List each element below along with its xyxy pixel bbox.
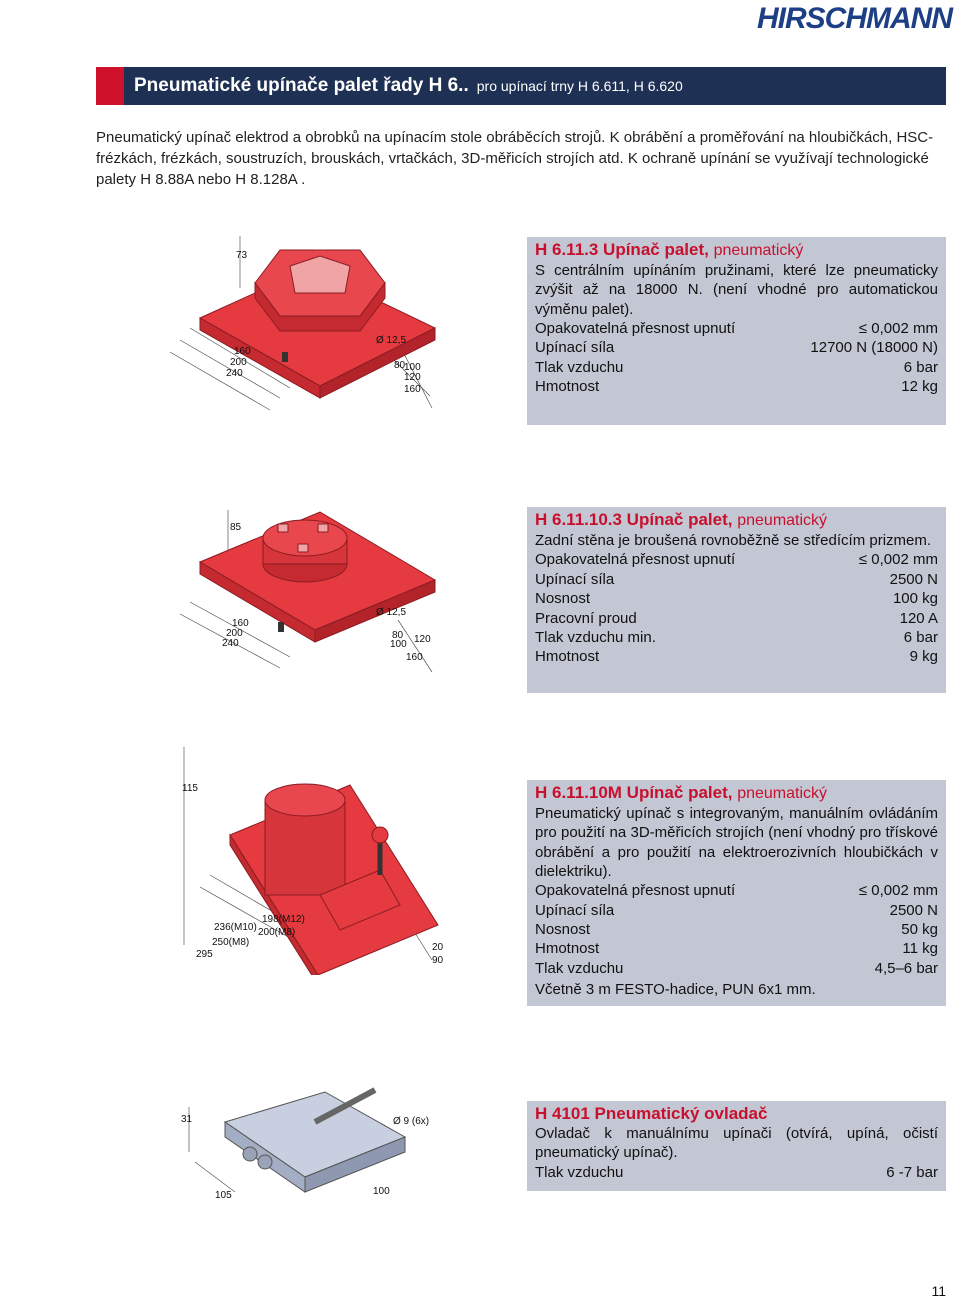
product-description: Ovladač k manuálnímu upínači (otvírá, upíná, očistí pneumatický upínač). — [535, 1125, 938, 1162]
banner-accent — [96, 67, 124, 105]
dim-295: 295 — [196, 949, 213, 960]
spec-row: Opakovatelná přesnost upnutí ≤ 0,002 mm — [535, 882, 938, 900]
dim-105: 105 — [215, 1190, 232, 1201]
product-box-h4101 — [527, 1101, 946, 1191]
dim-198: 198(M12) — [262, 914, 305, 925]
spec-row: Pracovní proud 120 A — [535, 609, 938, 627]
product-description: Zadní stěna je broušená rovnoběžně se středícím prizmem. — [535, 532, 932, 549]
dim-160b: 160 — [404, 384, 421, 395]
dim-100: 100 — [390, 639, 407, 650]
header-banner — [96, 67, 946, 105]
hirschmann-logo: HIRSCHMANN — [757, 2, 952, 35]
dim-90: 90 — [432, 955, 444, 966]
spec-row: Nosnost 50 kg — [535, 921, 938, 938]
product-description: S centrálním upínáním pružinami, které lze pneumaticky zvýšit až na 18000 N. (není vhodné pro automatickou výměnu palet). — [535, 262, 938, 318]
spec-row: Hmotnost 12 kg — [535, 378, 938, 396]
product-box-h6-11-10-3 — [527, 507, 946, 693]
banner-title: Pneumatické upínače palet řady H 6.. — [134, 75, 469, 96]
dim-height: 73 — [236, 250, 248, 261]
spec-row: Tlak vzduchu 6 -7 bar — [535, 1163, 938, 1181]
dim-236: 236(M10) — [214, 922, 257, 933]
spec-row: Opakovatelná přesnost upnutí ≤ 0,002 mm — [535, 551, 938, 569]
dim-200: 200 — [226, 628, 243, 639]
dim-80: 80 — [394, 360, 406, 371]
page-number: 11 — [931, 1283, 946, 1299]
spec-row: Upínací síla 12700 N (18000 N) — [535, 339, 938, 357]
dim-hole: Ø 9 (6x) — [393, 1116, 430, 1127]
product-heading: H 6.11.3 Upínač palet, pneumatický — [535, 240, 804, 259]
dim-160b: 160 — [406, 652, 423, 663]
spec-row: Tlak vzduchu min. 6 bar — [535, 628, 938, 646]
dim-diameter: Ø 12,5 — [376, 335, 407, 346]
dim-20: 20 — [432, 942, 444, 953]
dim-height: 115 — [182, 783, 198, 794]
product-drawing-h6-11-10m — [170, 745, 460, 975]
spec-row: Upínací síla 2500 N — [535, 570, 938, 588]
intro-text: Pneumatický upínač elektrod a obrobků na upínacím stole obráběcích strojů. K obrábění a proměřování na hloubičkách, HSC-frézkách, frézkách, soustruzích, brouskách, vrtačkách, 3D-měřicích strojích atd. K ochraně upínání se využívají technologické palety H 8.88A nebo H 8.128A . — [96, 129, 934, 188]
spec-row: Nosnost 100 kg — [535, 590, 938, 608]
product-drawing-h6-11-3 — [170, 228, 490, 418]
product-drawing-h4101 — [175, 1082, 445, 1212]
dim-250: 250(M8) — [212, 937, 250, 948]
spec-row: Hmotnost 9 kg — [535, 648, 938, 666]
product-heading: H 6.11.10M Upínač palet, pneumatický — [535, 783, 828, 802]
dim-100: 100 — [404, 362, 421, 373]
spec-row: Upínací síla 2500 N — [535, 901, 938, 919]
product-heading: H 6.11.10.3 Upínač palet, pneumatický — [535, 510, 828, 529]
spec-row: Opakovatelná přesnost upnutí ≤ 0,002 mm — [535, 319, 938, 337]
product-description: Pneumatický upínač s integrovaným, manuálním ovládáním pro použití na 3D-měřicích strojích (není vhodný pro třískové obrábění a pro použití na elektroerozivních hloubičkách v dielektriku). — [535, 805, 938, 880]
product-note: Včetně 3 m FESTO-hadice, PUN 6x1 mm. — [535, 981, 816, 999]
dim-height: 31 — [181, 1114, 193, 1125]
dim-120: 120 — [414, 634, 431, 645]
product-drawing-h6-11-10-3 — [170, 502, 490, 682]
spec-list — [535, 881, 938, 978]
product-heading: H 4101 Pneumatický ovladač — [535, 1104, 768, 1123]
spec-list — [535, 319, 938, 397]
dim-120: 120 — [404, 372, 421, 383]
dim-height: 85 — [230, 522, 242, 533]
dim-240: 240 — [222, 638, 239, 649]
spec-list — [535, 1163, 938, 1182]
product-box-h6-11-3 — [527, 237, 946, 425]
dim-160: 160 — [234, 346, 251, 357]
dim-240: 240 — [226, 368, 243, 379]
spec-list — [535, 550, 938, 666]
dim-200: 200(M8) — [258, 927, 296, 938]
dim-100: 100 — [373, 1186, 390, 1197]
dim-diameter: Ø 12,5 — [376, 607, 407, 618]
spec-row: Tlak vzduchu 4,5–6 bar — [535, 959, 938, 977]
dim-80: 80 — [392, 630, 404, 641]
spec-row: Hmotnost 11 kg — [535, 940, 938, 958]
banner-subtitle: pro upínací trny H 6.611, H 6.620 — [476, 78, 683, 94]
dim-160: 160 — [232, 618, 249, 629]
dim-200: 200 — [230, 357, 247, 368]
spec-row: Tlak vzduchu 6 bar — [535, 358, 938, 376]
product-box-h6-11-10m — [527, 780, 946, 1006]
